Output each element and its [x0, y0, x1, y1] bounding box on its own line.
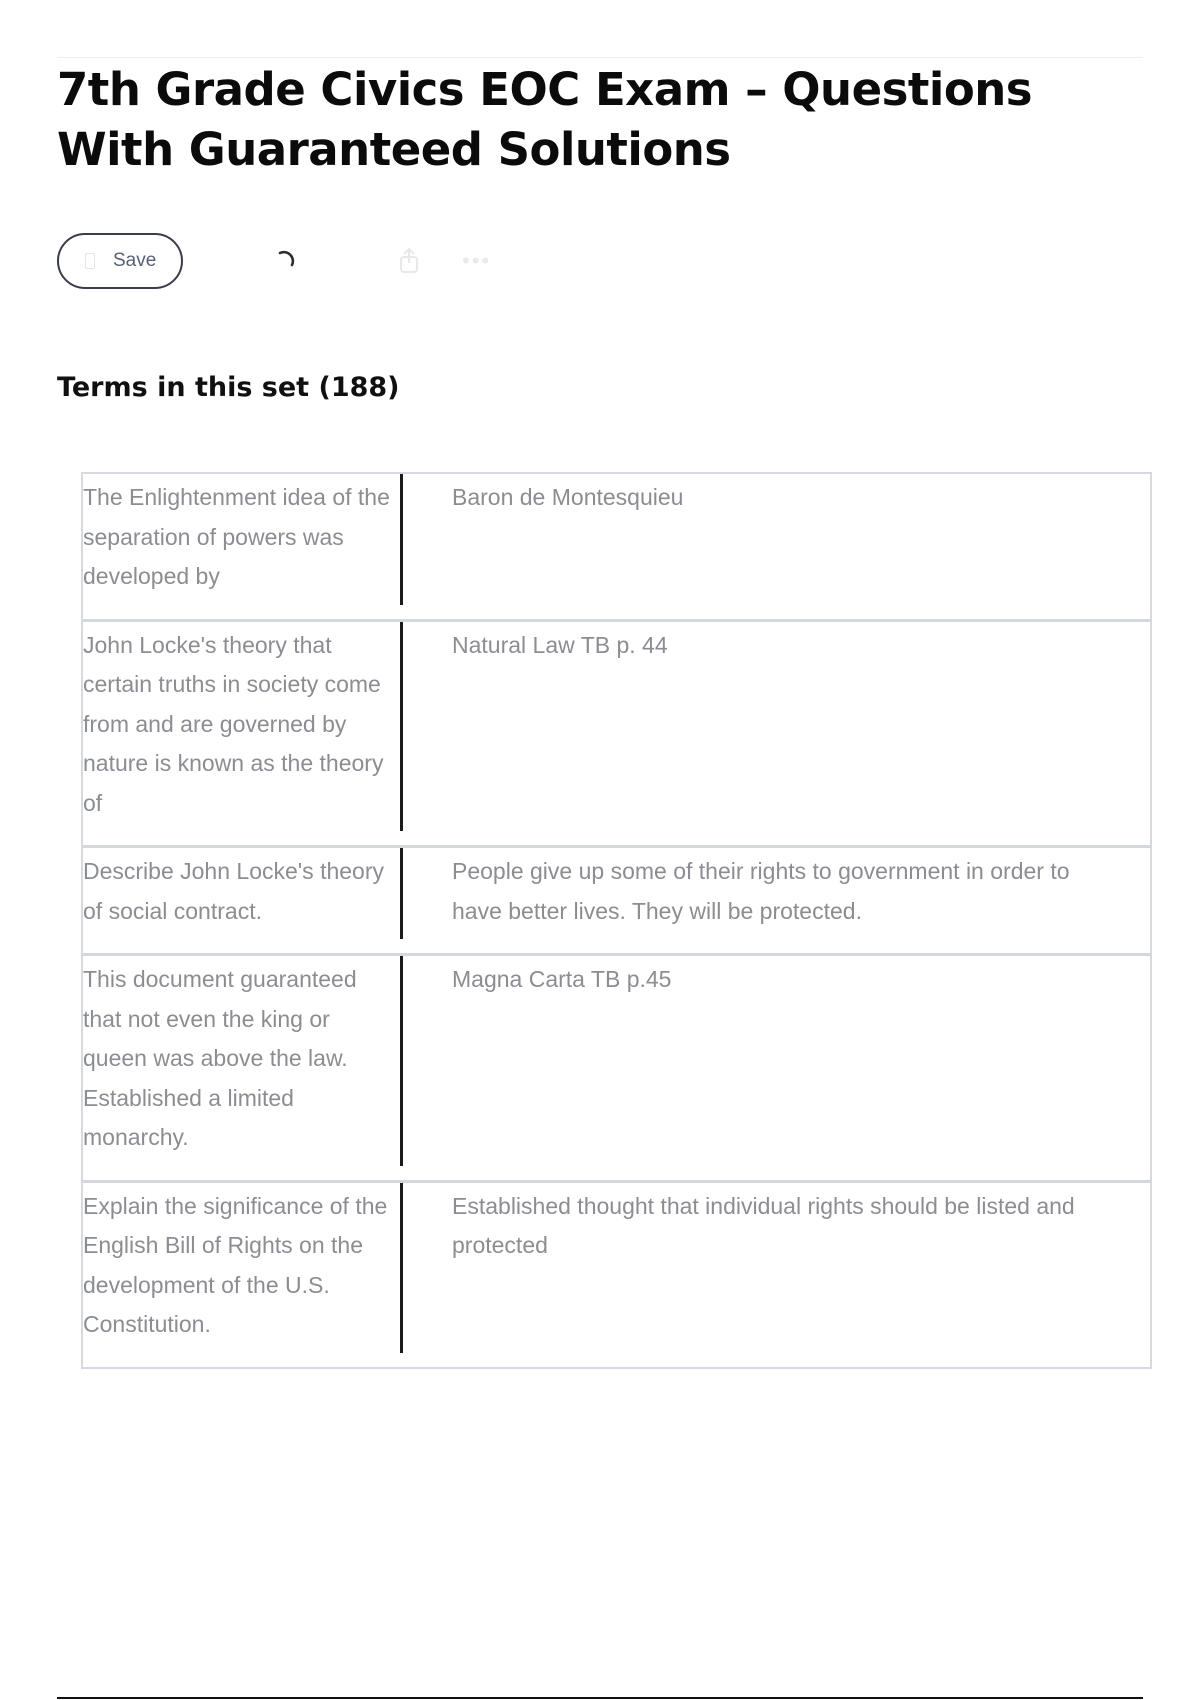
- definition-text: Established thought that individual rights should be listed and protected: [452, 1192, 1075, 1258]
- terms-heading: Terms in this set (188): [57, 372, 400, 403]
- table-row: [83, 622, 1150, 849]
- bottom-divider: [57, 1697, 1143, 1699]
- definition-text: People give up some of their rights to government in order to have better lives. They will be protected.: [452, 858, 1070, 924]
- table-row: [83, 848, 1150, 956]
- term-text: The Enlightenment idea of the separation of powers was developed by: [83, 474, 403, 605]
- toolbar: [57, 233, 657, 295]
- term-text: Describe John Locke's theory of social contract.: [83, 848, 403, 939]
- top-divider: [57, 57, 1143, 58]
- table-row: [83, 474, 1150, 622]
- save-icon: [85, 253, 95, 269]
- save-button-label: Save: [113, 250, 157, 271]
- term-text: Explain the significance of the English Bill of Rights on the development of the U.S. Constitution.: [83, 1183, 403, 1353]
- table-row: [83, 956, 1150, 1183]
- save-button[interactable]: [57, 233, 183, 289]
- spinner-icon: [271, 247, 299, 275]
- definition-text: Magna Carta TB p.45: [452, 966, 672, 992]
- definition-text: Baron de Montesquieu: [452, 484, 684, 510]
- terms-table: [81, 472, 1152, 1369]
- definition-text: Natural Law TB p. 44: [452, 631, 668, 658]
- page-title: 7th Grade Civics EOC Exam – Questions With Guaranteed Solutions: [57, 63, 1033, 176]
- term-text: John Locke's theory that certain truths in society come from and are governed by nature is known as the theory of: [83, 622, 403, 832]
- term-text: This document guaranteed that not even the king or queen was above the law. Established a limited monarchy.: [83, 956, 403, 1166]
- share-icon[interactable]: [394, 246, 424, 276]
- table-row: [83, 1183, 1150, 1367]
- more-options-icon[interactable]: •••: [462, 248, 492, 273]
